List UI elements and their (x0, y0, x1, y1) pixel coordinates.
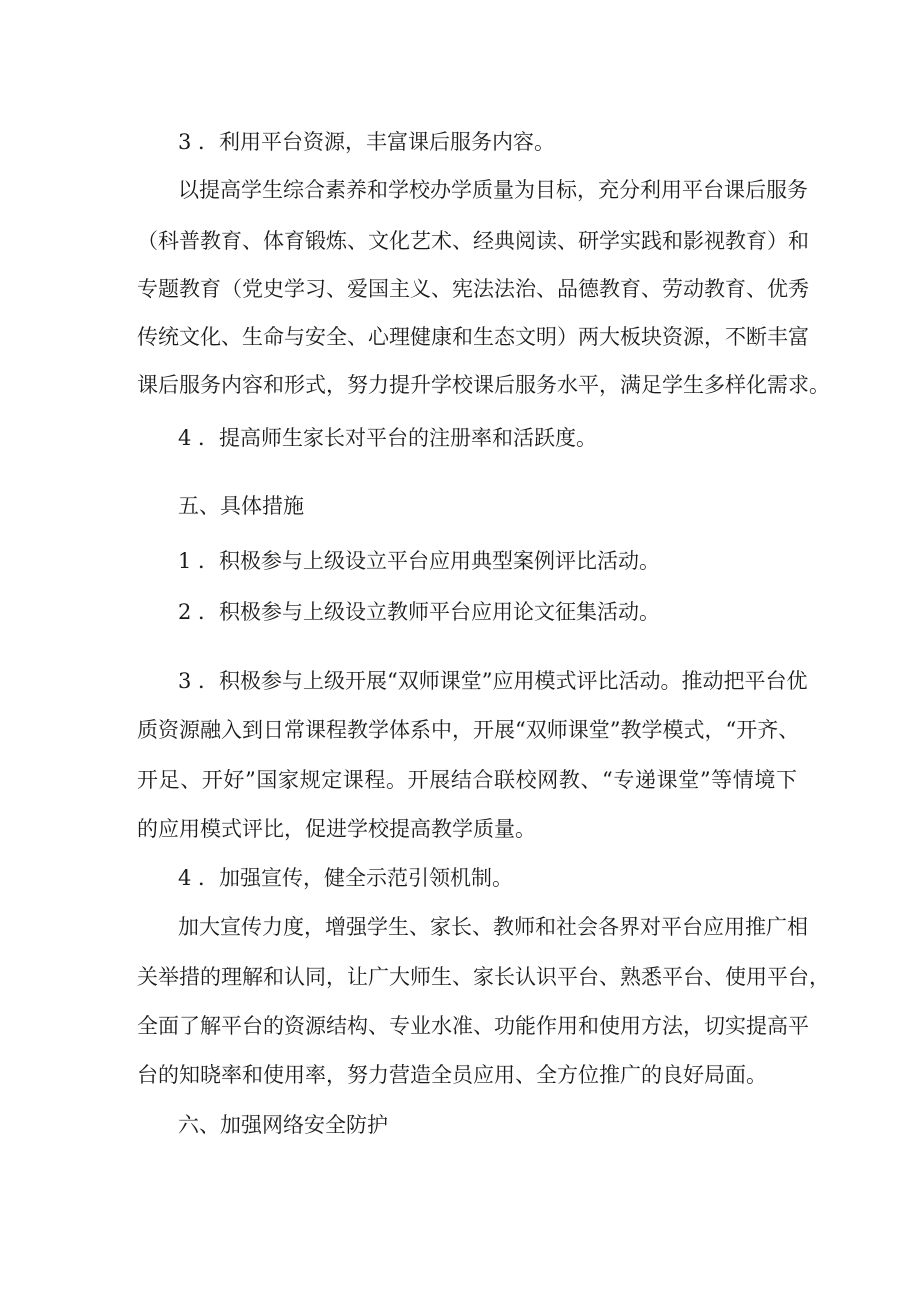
paragraph-line: 以提高学生综合素养和学校办学质量为目标，充分利用平台课后服务 (178, 178, 808, 202)
paragraph-line: 课后服务内容和形式，努力提升学校课后服务水平，满足学生多样化需求。 (137, 373, 830, 397)
paragraph-line: 台的知晓率和使用率，努力营造全员应用、全方位推广的良好局面。 (137, 1063, 767, 1087)
measure-item-1: 1 ．积极参与上级设立平台应用典型案例评比活动。 (178, 549, 661, 573)
paragraph-3-heading: 3 ．利用平台资源，丰富课后服务内容。 (178, 130, 556, 154)
section-heading-5: 五、具体措施 (178, 494, 304, 518)
paragraph-4-heading: 4 ．提高师生家长对平台的注册率和活跃度。 (178, 426, 598, 450)
paragraph-line: 质资源融入到日常课程教学体系中，开展“双师课堂”教学模式，“开齐、 (137, 718, 800, 742)
paragraph-line: 全面了解平台的资源结构、专业水准、功能作用和使用方法，切实提高平 (137, 1014, 809, 1038)
paragraph-line: 专题教育（党史学习、爱国主义、宪法法治、品德教育、劳动教育、优秀 (137, 277, 809, 301)
paragraph-line: 传统文化、生命与安全、心理健康和生态文明）两大板块资源，不断丰富 (137, 325, 809, 349)
section-heading-6: 六、加强网络安全防护 (178, 1113, 388, 1137)
paragraph-line: 关举措的理解和认同，让广大师生、家长认识平台、熟悉平台、使用平台， (137, 965, 830, 989)
paragraph-line: 的应用模式评比，促进学校提高教学质量。 (137, 817, 536, 841)
measure-item-2: 2 ．积极参与上级设立教师平台应用论文征集活动。 (178, 600, 661, 624)
paragraph-line: 加大宣传力度，增强学生、家长、教师和社会各界对平台应用推广相 (178, 915, 808, 939)
measure-item-4: 4 ．加强宣传，健全示范引领机制。 (178, 866, 514, 890)
paragraph-line: （科普教育、体育锻炼、文化艺术、经典阅读、研学实践和影视教育）和 (137, 229, 809, 253)
measure-item-3: 3 ．积极参与上级开展“双师课堂”应用模式评比活动。推动把平台优 (178, 669, 808, 693)
paragraph-line: 开足、开好”国家规定课程。开展结合联校网教、“专递课堂”等情境下 (137, 768, 797, 792)
